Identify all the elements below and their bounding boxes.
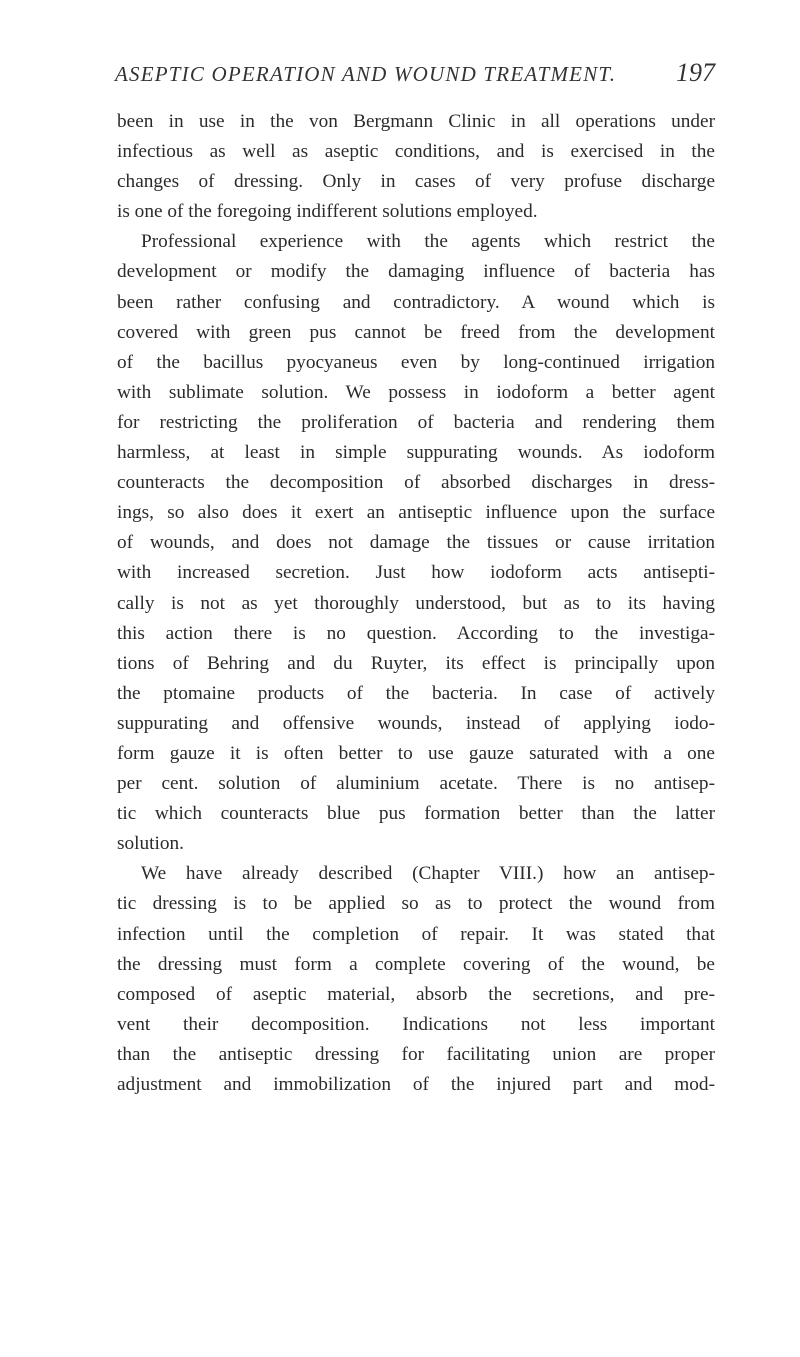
- text-line: development or modify the damaging influence of bacteria has: [117, 261, 715, 283]
- text-line: cally is not as yet thoroughly understood, but as to its having: [117, 592, 715, 614]
- text-line: solution.: [117, 833, 184, 855]
- page-number: 197: [676, 58, 715, 87]
- text-line: vent their decomposition. Indications not less important: [117, 1013, 715, 1035]
- text-line: for restricting the proliferation of bacteria and rendering them: [117, 411, 715, 433]
- text-line: is one of the foregoing indifferent solutions employed.: [117, 201, 538, 223]
- text-line: of the bacillus pyocyaneus even by long-continued irrigation: [117, 351, 715, 373]
- body-text: [117, 107, 715, 1100]
- text-line: the ptomaine products of the bacteria. In case of actively: [117, 682, 715, 704]
- text-line: infection until the completion of repair. It was stated that: [117, 923, 715, 945]
- text-line: been rather confusing and contradictory. A wound which is: [117, 291, 715, 313]
- text-line: per cent. solution of aluminium acetate. There is no antisep-: [117, 773, 715, 795]
- text-line: the dressing must form a complete covering of the wound, be: [117, 953, 715, 975]
- text-line: with increased secretion. Just how iodoform acts antisepti-: [117, 562, 715, 584]
- text-line: Professional experience with the agents which restrict the: [141, 231, 715, 253]
- text-line: with sublimate solution. We possess in iodoform a better agent: [117, 381, 715, 403]
- text-line: ings, so also does it exert an antiseptic influence upon the surface: [117, 502, 715, 524]
- text-line: tic dressing is to be applied so as to protect the wound from: [117, 893, 715, 915]
- text-line: suppurating and offensive wounds, instead of applying iodo-: [117, 712, 715, 734]
- text-line: We have already described (Chapter VIII.) how an antisep-: [141, 863, 715, 885]
- text-line: form gauze it is often better to use gauze saturated with a one: [117, 742, 715, 764]
- text-line: composed of aseptic material, absorb the secretions, and pre-: [117, 983, 715, 1005]
- running-header-title: ASEPTIC OPERATION AND WOUND TREATMENT.: [115, 62, 617, 86]
- text-line: than the antiseptic dressing for facilitating union are proper: [117, 1043, 715, 1065]
- text-line: changes of dressing. Only in cases of very profuse discharge: [117, 171, 715, 193]
- text-line: this action there is no question. According to the investiga-: [117, 622, 715, 644]
- text-line: of wounds, and does not damage the tissues or cause irritation: [117, 532, 715, 554]
- text-line: tions of Behring and du Ruyter, its effect is principally upon: [117, 652, 715, 674]
- text-line: adjustment and immobilization of the injured part and mod-: [117, 1074, 715, 1095]
- text-line: been in use in the von Bergmann Clinic in all operations under: [117, 111, 715, 132]
- text-line: counteracts the decomposition of absorbed discharges in dress-: [117, 472, 715, 494]
- text-line: harmless, at least in simple suppurating wounds. As iodoform: [117, 442, 715, 464]
- running-header: [115, 58, 715, 98]
- text-line: infectious as well as aseptic conditions, and is exercised in the: [117, 141, 715, 163]
- text-line: tic which counteracts blue pus formation better than the latter: [117, 803, 715, 825]
- text-line: covered with green pus cannot be freed from the development: [117, 321, 715, 343]
